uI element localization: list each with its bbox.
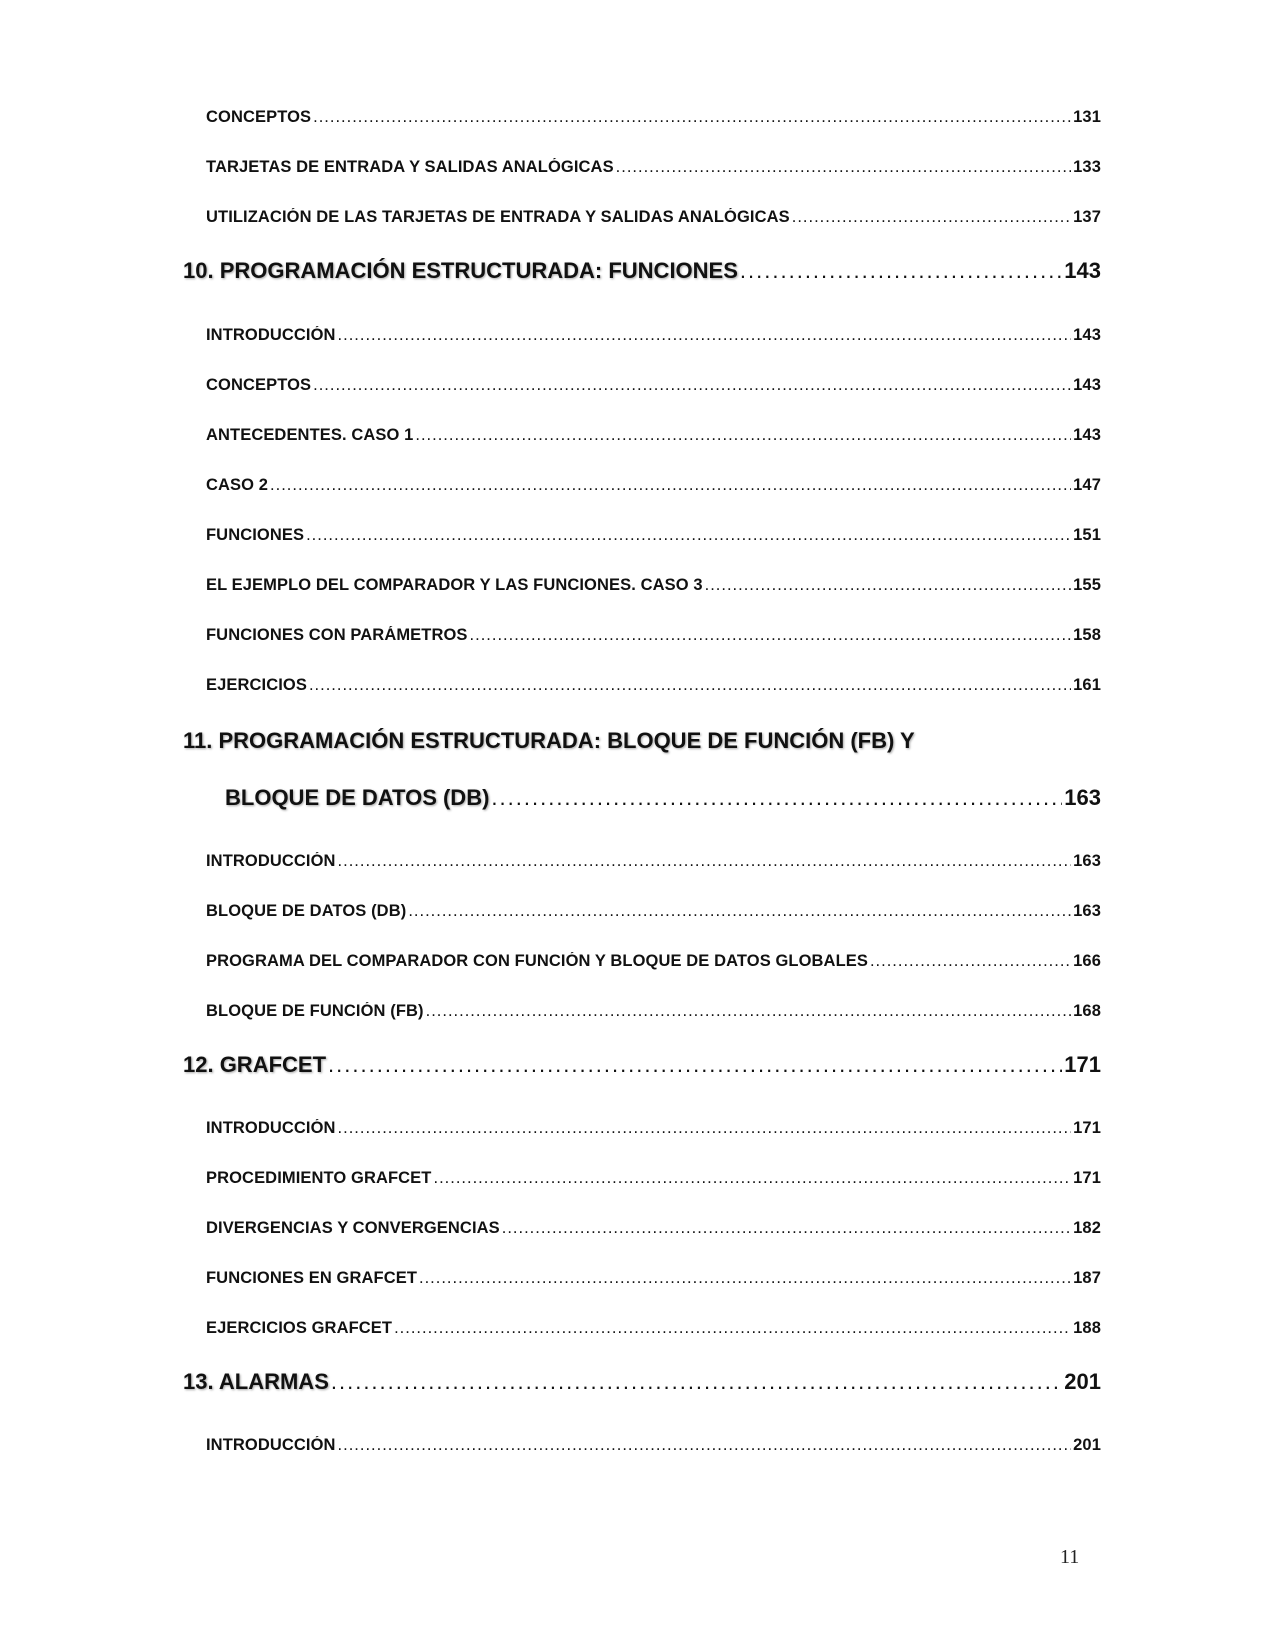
toc-entry[interactable] <box>206 208 1101 234</box>
toc-entry-page: 158 <box>1073 626 1101 644</box>
toc-entry-page: 133 <box>1073 158 1101 176</box>
toc-entry[interactable] <box>206 1319 1101 1345</box>
toc-chapter-entry[interactable] <box>183 258 1101 292</box>
toc-entry-title: INTRODUCCIÓN <box>206 1119 336 1137</box>
toc-entry[interactable] <box>206 852 1101 878</box>
page-number: 11 <box>1060 1546 1080 1568</box>
toc-entry[interactable] <box>206 1269 1101 1295</box>
dot-leader <box>306 526 1071 545</box>
dot-leader <box>338 1119 1072 1138</box>
dot-leader <box>328 1052 1062 1078</box>
toc-entry-title: BLOQUE DE FUNCIÓN (FB) <box>206 1002 424 1020</box>
dot-leader <box>331 1369 1062 1395</box>
dot-leader <box>705 576 1072 595</box>
toc-entry[interactable] <box>206 1169 1101 1195</box>
toc-chapter-page: 171 <box>1064 1052 1101 1077</box>
toc-entry-title: EJERCICIOS GRAFCET <box>206 1319 393 1337</box>
toc-entry-title: PROCEDIMIENTO GRAFCET <box>206 1169 432 1187</box>
toc-entry-page: 143 <box>1073 376 1101 394</box>
toc-entry[interactable] <box>206 476 1101 502</box>
dot-leader <box>313 376 1071 395</box>
toc-entry-page: 201 <box>1073 1436 1101 1454</box>
toc-entry-title: INTRODUCCIÓN <box>206 1436 336 1454</box>
dot-leader <box>338 326 1072 345</box>
toc-chapter-entry[interactable] <box>183 1052 1101 1086</box>
toc-entry-page: 166 <box>1073 952 1101 970</box>
toc-entry[interactable] <box>206 526 1101 552</box>
dot-leader <box>616 158 1071 177</box>
toc-chapter-entry[interactable] <box>183 728 943 762</box>
dot-leader <box>415 426 1071 445</box>
toc-chapter-title: 13. ALARMAS <box>183 1369 329 1394</box>
toc-chapter-page: 163 <box>1064 785 1101 810</box>
dot-leader <box>502 1219 1071 1238</box>
toc-chapter-page: 201 <box>1064 1369 1101 1394</box>
toc-chapter-entry-continuation[interactable] <box>225 785 1101 819</box>
toc-entry-title: CONCEPTOS <box>206 376 312 394</box>
toc-entry-page: 143 <box>1073 326 1101 344</box>
dot-leader <box>740 258 1062 284</box>
toc-entry-page: 161 <box>1073 676 1101 694</box>
toc-entry-page: 137 <box>1073 208 1101 226</box>
dot-leader <box>470 626 1072 645</box>
toc-entry-title: INTRODUCCIÓN <box>206 326 336 344</box>
toc-entry-title: CONCEPTOS <box>206 108 312 126</box>
dot-leader <box>338 1436 1072 1455</box>
toc-entry-title: FUNCIONES <box>206 526 305 544</box>
toc-entry[interactable] <box>206 1002 1101 1028</box>
toc-chapter-title: 11. PROGRAMACIÓN ESTRUCTURADA: BLOQUE DE FUNCIÓN (FB) Y <box>183 728 915 753</box>
toc-entry[interactable] <box>206 576 1101 602</box>
toc-chapter-entry[interactable] <box>183 1369 1101 1403</box>
toc-entry-title: EJERCICIOS <box>206 676 307 694</box>
toc-chapter-title: 10. PROGRAMACIÓN ESTRUCTURADA: FUNCIONES <box>183 258 738 283</box>
toc-entry-title: PROGRAMA DEL COMPARADOR CON FUNCIÓN Y BLOQUE DE DATOS GLOBALES <box>206 952 868 970</box>
toc-entry-title: EL EJEMPLO DEL COMPARADOR Y LAS FUNCIONES. CASO 3 <box>206 576 703 594</box>
toc-entry[interactable] <box>206 108 1101 134</box>
toc-entry-page: 151 <box>1073 526 1101 544</box>
toc-entry-page: 168 <box>1073 1002 1101 1020</box>
toc-entry-title: BLOQUE DE DATOS (DB) <box>206 902 407 920</box>
toc-entry[interactable] <box>206 326 1101 352</box>
toc-entry-title: FUNCIONES CON PARÁMETROS <box>206 626 468 644</box>
toc-entry-page: 188 <box>1073 1319 1101 1337</box>
toc-entry-page: 163 <box>1073 902 1101 920</box>
toc-entry-page: 182 <box>1073 1219 1101 1237</box>
toc-entry[interactable] <box>206 426 1101 452</box>
toc-entry[interactable] <box>206 1119 1101 1145</box>
dot-leader <box>309 676 1071 695</box>
dot-leader <box>394 1319 1071 1338</box>
toc-entry[interactable] <box>206 158 1101 184</box>
toc-entry-title: UTILIZACIÓN DE LAS TARJETAS DE ENTRADA Y SALIDAS ANALÓGICAS <box>206 208 790 226</box>
toc-entry[interactable] <box>206 902 1101 928</box>
toc-entry[interactable] <box>206 1219 1101 1245</box>
toc-entry[interactable] <box>206 1436 1101 1462</box>
toc-chapter-title: 12. GRAFCET <box>183 1052 327 1077</box>
toc-entry-page: 131 <box>1073 108 1101 126</box>
toc-entry-page: 155 <box>1073 576 1101 594</box>
toc-entry[interactable] <box>206 376 1101 402</box>
dot-leader <box>491 785 1062 811</box>
toc-entry[interactable] <box>206 676 1101 702</box>
toc-entry-page: 187 <box>1073 1269 1101 1287</box>
toc-entry-page: 171 <box>1073 1119 1101 1137</box>
dot-leader <box>313 108 1071 127</box>
toc-entry[interactable] <box>206 952 1101 978</box>
dot-leader <box>270 476 1071 495</box>
toc-chapter-title-continuation: BLOQUE DE DATOS (DB) <box>225 785 490 810</box>
dot-leader <box>419 1269 1071 1288</box>
dot-leader <box>433 1169 1071 1188</box>
dot-leader <box>426 1002 1072 1021</box>
toc-entry-title: FUNCIONES EN GRAFCET <box>206 1269 418 1287</box>
toc-entry-title: DIVERGENCIAS Y CONVERGENCIAS <box>206 1219 500 1237</box>
toc-entry-title: INTRODUCCIÓN <box>206 852 336 870</box>
toc-entry-title: ANTECEDENTES. CASO 1 <box>206 426 414 444</box>
dot-leader <box>870 952 1071 971</box>
dot-leader <box>408 902 1071 921</box>
dot-leader <box>338 852 1072 871</box>
toc-entry-title: TARJETAS DE ENTRADA Y SALIDAS ANALÓGICAS <box>206 158 614 176</box>
toc-entry-page: 171 <box>1073 1169 1101 1187</box>
toc-entry-title: CASO 2 <box>206 476 269 494</box>
toc-chapter-page: 143 <box>1064 258 1101 283</box>
toc-entry-page: 147 <box>1073 476 1101 494</box>
toc-entry-page: 143 <box>1073 426 1101 444</box>
toc-entry-page: 163 <box>1073 852 1101 870</box>
toc-entry[interactable] <box>206 626 1101 652</box>
dot-leader <box>792 208 1071 227</box>
